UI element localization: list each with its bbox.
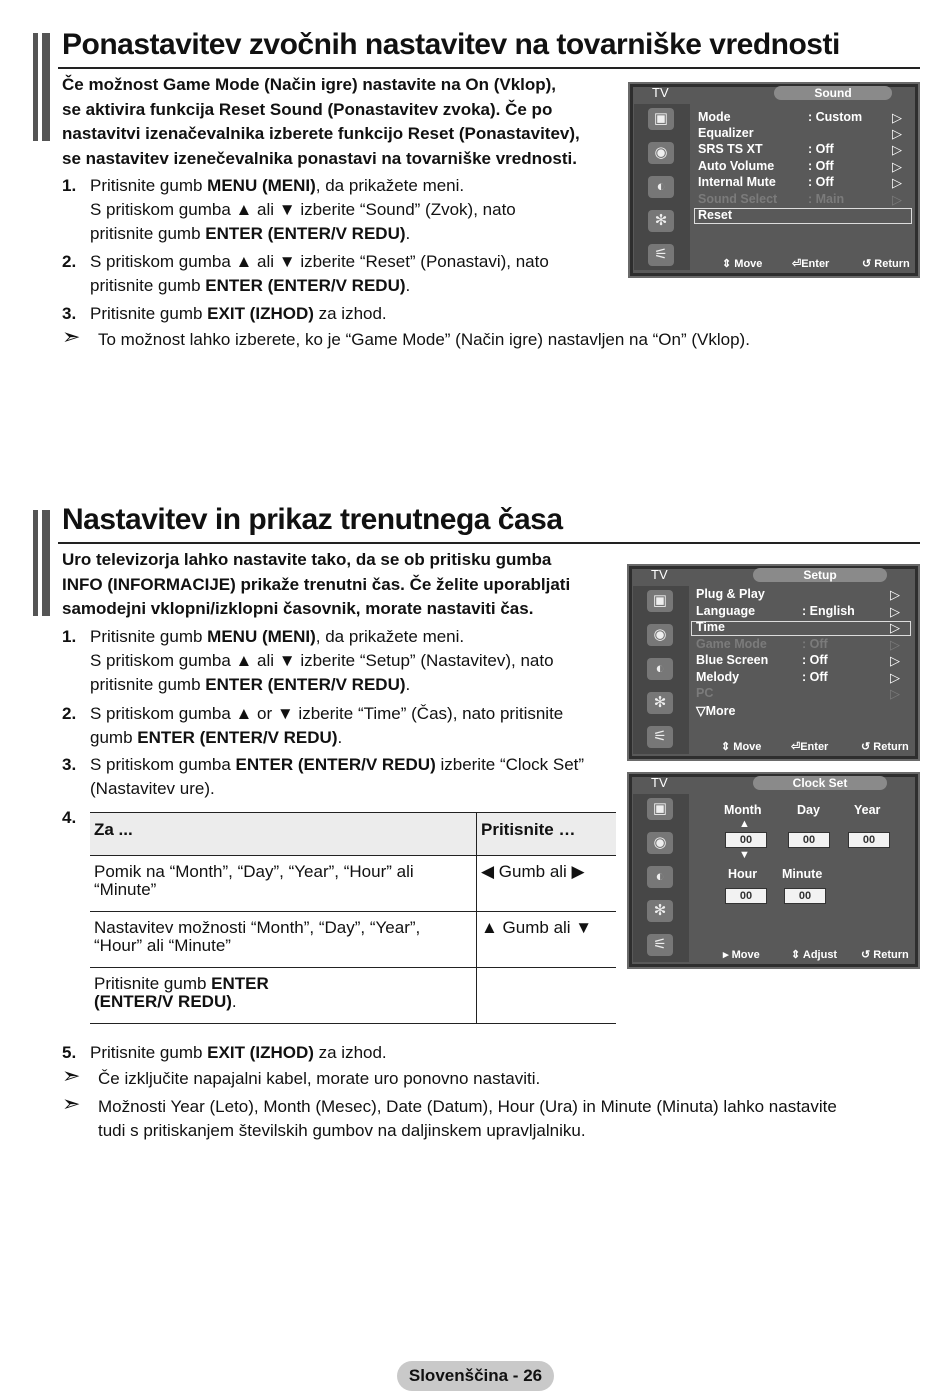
section1-intro: Če možnost Game Mode (Način igre) nastavite na On (Vklop), se aktivira funkcija Reset Sound (Ponastavitev zvoka). Če po nastavitvi izenačevalnika izberete funkcijo Reset (Ponastavitev), se nastavitev izenečevalnika ponastavi na tovarniške vrednosti.: [62, 75, 580, 168]
menu-item-pc: PC ▷: [696, 686, 900, 701]
arrow-right-icon: ▷: [892, 175, 902, 190]
arrow-right-icon: ▷: [892, 110, 902, 125]
day-label: Day: [797, 803, 820, 817]
return-hint: ↺ Return: [862, 258, 910, 270]
table-header: Pritisnite …: [477, 813, 617, 856]
section-bar: [42, 33, 50, 141]
setup-icon: ✻: [647, 692, 673, 714]
menu-sidebar: [633, 794, 689, 962]
input-icon: ⚟: [647, 726, 673, 748]
tv-sound-screen: TV Sound ▣ ◉ ◐ ✻ ⚟ Mode : Custom ▷ Equalizer ▷ SRS TS XT : Off ▷ Auto Volume : Off ▷ Internal Mute : Off ▷ Sound Select : Main ▷ Reset ⇕ Move ⏎Enter ↺ Return: [628, 82, 920, 278]
menu-item-more[interactable]: ▽More: [696, 704, 736, 718]
page-footer: Slovenščina - 26: [397, 1361, 554, 1391]
input-icon: ⚟: [647, 934, 673, 956]
channel-icon: ◐: [647, 866, 673, 888]
menu-item-language[interactable]: Language : English ▷: [696, 604, 900, 619]
up-arrow-icon: ▲: [739, 818, 750, 830]
menu-item-sound-select: Sound Select : Main ▷: [698, 192, 902, 207]
menu-item-internal-mute[interactable]: Internal Mute : Off ▷: [698, 175, 902, 190]
section2-intro: Uro televizorja lahko nastavite tako, da se ob pritisku gumba INFO (INFORMACIJE) prikaže trenutni čas. Če želite uporabljati samodejni vklopni/izklopni časovnik, morate nastaviti čas.: [62, 550, 571, 618]
title-rule: [58, 67, 920, 69]
section-bar: [33, 33, 38, 141]
arrow-right-icon: ▷: [890, 620, 900, 635]
enter-icon: ⏎: [791, 741, 801, 753]
tv-setup-screen: TV Setup ▣ ◉ ◐ ✻ ⚟ Plug & Play ▷ Language : English ▷ Time ▷ Game Mode : Off ▷ Blue Screen : Off ▷ Melody : Off ▷ PC ▷ ▽More ⇕ Move ⏎Enter ↺ Return: [627, 564, 920, 761]
updown-icon: ⇕: [721, 741, 731, 753]
enter-hint: ⏎Enter: [792, 258, 830, 270]
updown-icon: ⇕: [791, 949, 801, 961]
menu-item-time[interactable]: Time ▷: [696, 620, 900, 635]
return-icon: ↺: [861, 949, 871, 961]
enter-hint: ⏎Enter: [791, 741, 829, 753]
menu-item-mode[interactable]: Mode : Custom ▷: [698, 110, 902, 125]
table-row: Nastavitev možnosti “Month”, “Day”, “Year”, “Hour” ali “Minute” ▲ Gumb ali ▼: [90, 912, 616, 968]
move-hint: ▸ Move: [723, 949, 760, 961]
table-row: Pritisnite gumb ENTER (ENTER/V REDU).: [90, 968, 616, 1024]
screen-title: Setup: [753, 568, 887, 582]
menu-item-reset[interactable]: Reset: [698, 208, 733, 222]
sound-icon: ◉: [647, 624, 673, 646]
day-field[interactable]: 00: [788, 832, 830, 848]
note-arrow-icon: ➣: [62, 1063, 81, 1088]
right-arrow-icon: ▸: [723, 949, 729, 961]
picture-icon: ▣: [647, 590, 673, 612]
return-icon: ↺: [862, 258, 872, 270]
picture-icon: ▣: [647, 798, 673, 820]
updown-icon: ⇕: [722, 258, 732, 270]
menu-item-plug-play[interactable]: Plug & Play ▷: [696, 587, 900, 602]
menu-item-equalizer[interactable]: Equalizer ▷: [698, 126, 902, 141]
menu-item-srs[interactable]: SRS TS XT : Off ▷: [698, 142, 902, 157]
title-rule: [58, 542, 920, 544]
screen-title: Clock Set: [753, 776, 887, 790]
year-field[interactable]: 00: [848, 832, 890, 848]
menu-item-game-mode: Game Mode : Off ▷: [696, 637, 900, 652]
channel-icon: ◐: [647, 658, 673, 680]
sound-icon: ◉: [647, 832, 673, 854]
setup-icon: ✻: [648, 210, 674, 232]
menu-item-melody[interactable]: Melody : Off ▷: [696, 670, 900, 685]
hour-label: Hour: [728, 867, 758, 881]
screen-title: Sound: [774, 86, 892, 100]
arrow-right-icon: ▷: [890, 670, 900, 685]
arrow-right-icon: ▷: [890, 653, 900, 668]
section-bar: [33, 510, 38, 616]
instruction-table: [90, 812, 616, 1024]
minute-field[interactable]: 00: [784, 888, 826, 904]
down-arrow-icon: ▼: [739, 849, 750, 861]
picture-icon: ▣: [648, 108, 674, 130]
hour-field[interactable]: 00: [725, 888, 767, 904]
return-icon: ↺: [861, 741, 871, 753]
move-hint: ⇕ Move: [722, 258, 763, 270]
month-field[interactable]: 00: [725, 832, 767, 848]
move-hint: ⇕ Move: [721, 741, 762, 753]
arrow-right-icon: ▷: [890, 686, 900, 701]
note-arrow-icon: ➣: [62, 1091, 81, 1116]
menu-item-auto-volume[interactable]: Auto Volume : Off ▷: [698, 159, 902, 174]
arrow-right-icon: ▷: [892, 159, 902, 174]
arrow-right-icon: ▷: [890, 637, 900, 652]
tv-clock-screen: TV Clock Set ▣ ◉ ◐ ✻ ⚟ Month Day Year ▲ 00 00 00 ▼ Hour Minute 00 00 ▸ Move ⇕ Adjust ↺ Return: [627, 772, 920, 969]
sound-icon: ◉: [648, 142, 674, 164]
channel-icon: ◐: [648, 176, 674, 198]
menu-item-blue-screen[interactable]: Blue Screen : Off ▷: [696, 653, 900, 668]
table-header: Za ...: [90, 813, 477, 856]
return-hint: ↺ Return: [861, 949, 909, 961]
year-label: Year: [854, 803, 881, 817]
arrow-right-icon: ▷: [892, 126, 902, 141]
arrow-right-icon: ▷: [892, 192, 902, 207]
adjust-hint: ⇕ Adjust: [791, 949, 838, 961]
arrow-right-icon: ▷: [890, 604, 900, 619]
table-row: Pomik na “Month”, “Day”, “Year”, “Hour” ali “Minute” ◀ Gumb ali ▶: [90, 856, 616, 912]
section-bar: [42, 510, 50, 616]
input-icon: ⚟: [648, 244, 674, 266]
arrow-right-icon: ▷: [892, 142, 902, 157]
minute-label: Minute: [782, 867, 823, 881]
arrow-right-icon: ▷: [890, 587, 900, 602]
setup-icon: ✻: [647, 900, 673, 922]
note-arrow-icon: ➣: [62, 324, 81, 349]
section2-title: Nastavitev in prikaz trenutnega časa: [62, 503, 563, 536]
enter-icon: ⏎: [792, 258, 802, 270]
menu-sidebar: [633, 586, 689, 754]
section1-title: Ponastavitev zvočnih nastavitev na tovarniške vrednosti: [62, 28, 840, 61]
return-hint: ↺ Return: [861, 741, 909, 753]
month-label: Month: [724, 803, 762, 817]
menu-sidebar: [634, 104, 690, 270]
